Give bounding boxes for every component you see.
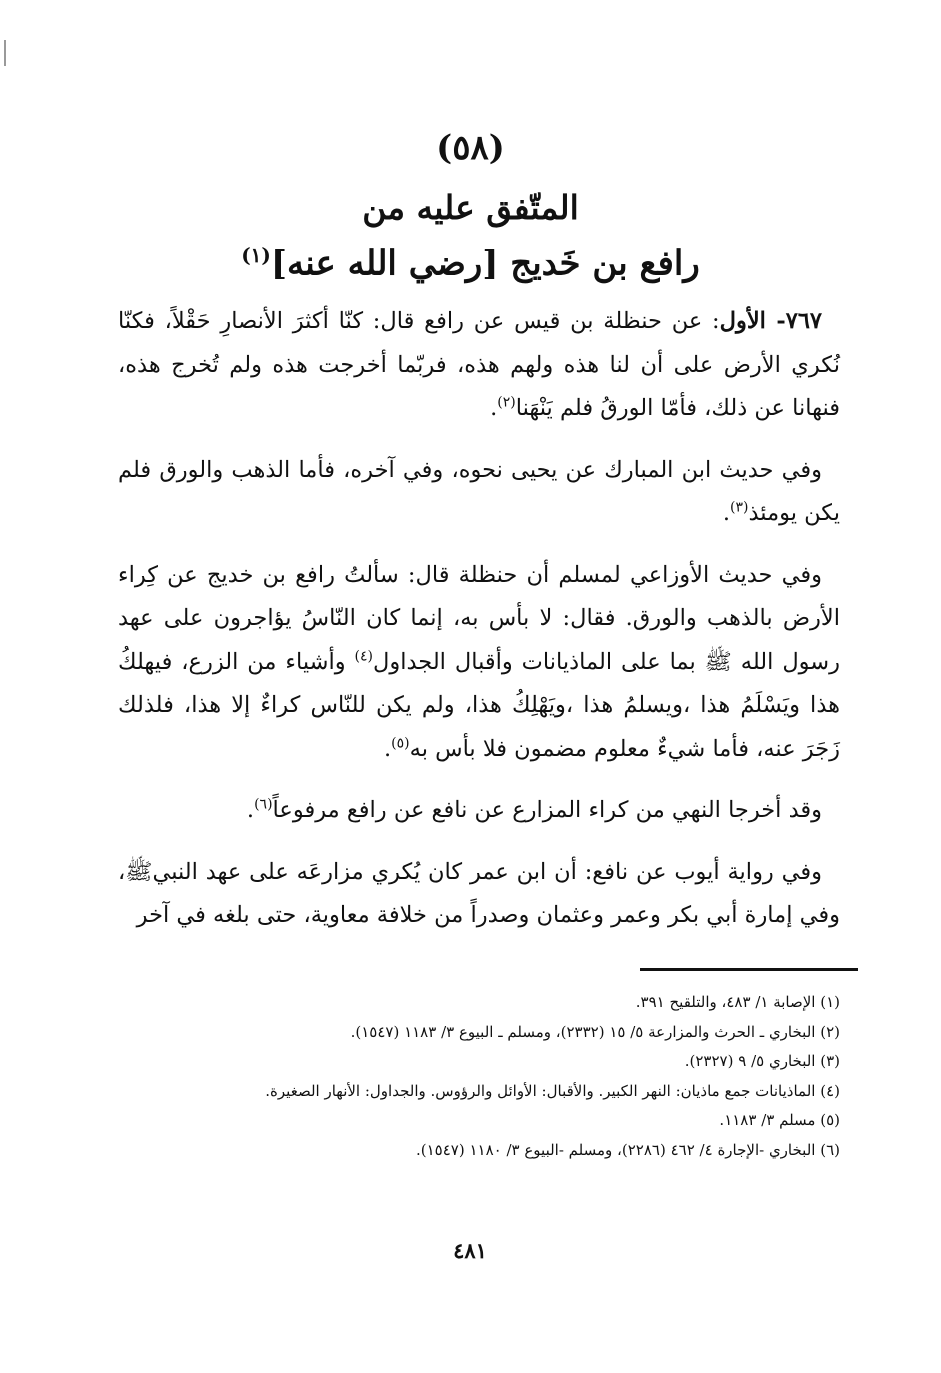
paragraph-text: . <box>384 735 392 762</box>
footnote-ref: (١) <box>241 243 271 267</box>
chapter-title-name: رافع بن خَديج [رضي الله عنه] <box>270 243 700 284</box>
footnote-ref: (٣) <box>730 499 749 516</box>
paragraph-text: وفي حديث ابن المبارك عن يحيى نحوه، وفي آخره، فأما الذهب والورق فلم يكن يومئذ <box>118 456 840 526</box>
paragraph-hadith-767 <box>118 300 840 431</box>
footnote-1: (١) الإصابة ١/ ٤٨٣، والتلقيح ٣٩١. <box>635 993 840 1011</box>
footnote-divider <box>640 968 858 971</box>
footnote-ref: (٥) <box>391 735 410 751</box>
footnote-3: (٣) البخاري ٥/ ٩ (٢٣٢٧). <box>684 1052 840 1070</box>
paragraph-text: . <box>722 500 731 526</box>
paragraph-text: وفي حديث الأوزاعي لمسلم أن حنظلة قال: سألتُ رافع بن خديج عن كِراء الأرض بالذهب والورق. فقال: لا بأس به، إنما كان النّاسُ يؤاجرون على عهد رسول الله ﷺ بما على الماذيانات وأقبال الجداول <box>118 561 841 675</box>
footnote-ref: (٦) <box>254 796 273 813</box>
paragraph-ayyub <box>118 851 840 938</box>
footnote-6: (٦) البخاري -الإجارة ٤/ ٤٦٢ (٢٢٨٦)، ومسلم -البيوع ٣/ ١١٨٠ (١٥٤٧). <box>415 1140 840 1159</box>
paragraph-text: وأشياء من الزرع، فيهلكُ هذا ويَسْلَمُ هذا ،ويسلمُ هذا ،ويَهْلِكُ هذا، ولم يكن للنّاس كراءٌ إلا هذا، فلذلك زَجَرَ عنه، فأما شيءٌ معلوم مضمون فلا بأس به <box>118 648 840 762</box>
paragraph-text: وقد أخرجا النهي من كراء المزارع عن نافع عن رافع مرفوعاً <box>272 797 822 823</box>
chapter-title-line-2 <box>100 243 841 283</box>
chapter-title-line-1: المتّفق عليه من <box>362 188 579 227</box>
footnote-5: (٥) مسلم ٣/ ١١٨٣. <box>719 1111 840 1129</box>
page-number: ٤٨١ <box>453 1238 487 1263</box>
paragraph-text: . <box>490 395 498 421</box>
paragraph-nafi <box>118 789 840 833</box>
footnote-ref: (٤) <box>354 648 374 664</box>
footnote-ref: (٢) <box>497 394 516 411</box>
body-text <box>118 300 840 956</box>
paragraph-text: وفي رواية أيوب عن نافع: أن ابن عمر كان يُكري مزارعَه على عهد النبيﷺ، وفي إمارة أبي بكر وعمر وعثمان وصدراً من خلافة معاوية، حتى بلغه في آخر <box>118 858 840 928</box>
paragraph-awzai <box>118 554 840 772</box>
scan-margin-mark <box>4 40 6 66</box>
hadith-number: ٧٦٧- الأول <box>719 308 823 334</box>
paragraph-ibn-mubarak <box>118 449 840 536</box>
chapter-number: (٥٨) <box>436 128 505 168</box>
footnote-2: (٢) البخاري ـ الحرث والمزارعة ٥/ ١٥ (٢٣٣٢)، ومسلم ـ البيوع ٣/ ١١٨٣ (١٥٤٧). <box>350 1022 840 1041</box>
paragraph-text: : عن حنظلة بن قيس عن رافع قال: كنّا أكثرَ الأنصارِ حَقْلاً، فكنّا نُكري الأرض على أن لنا هذه ولهم هذه، فربّما أخرجت هذه ولم تُخرج هذه، فنهانا عن ذلك، فأمّا الورقُ فلم يَنْهَنا <box>118 308 840 421</box>
paragraph-text: . <box>246 797 255 823</box>
footnotes <box>150 988 840 1165</box>
footnote-4: (٤) الماذيانات جمع ماذيان: النهر الكبير. والأقبال: الأوائل والرؤوس. والجداول: الأنهار الصغيرة. <box>265 1081 840 1100</box>
